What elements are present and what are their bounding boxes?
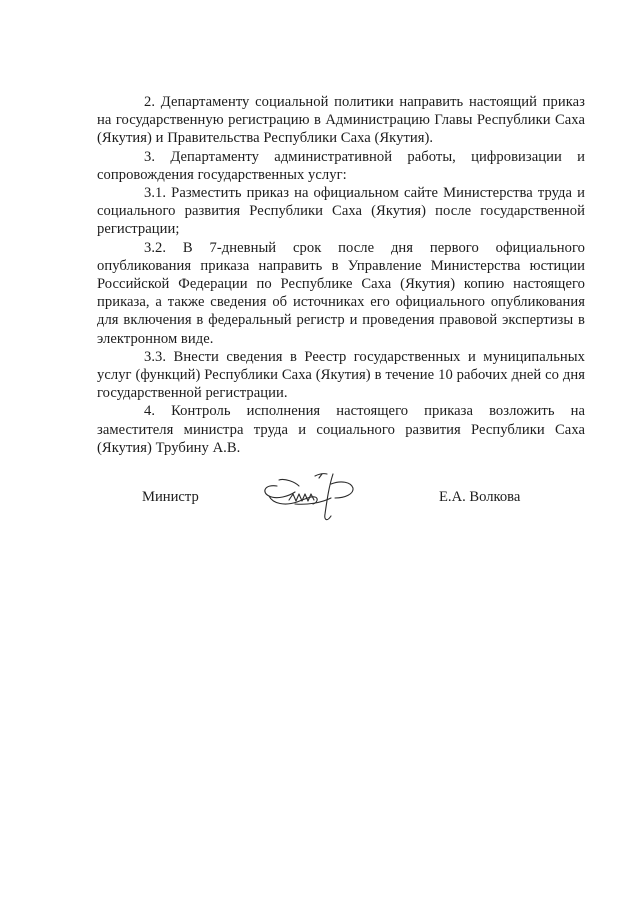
paragraph-3-3-registry: 3.3. Внести сведения в Реестр государственных и муниципальных услуг (функций) Республики Саха (Якутия) в течение 10 рабочих дней со дня государственной регистрации. — [97, 348, 585, 402]
handwritten-signature — [255, 470, 373, 526]
paragraph-3-admin-department: 3. Департаменту административной работы, цифровизации и сопровождения государственных услуг: — [97, 148, 585, 183]
signature-block — [0, 470, 640, 530]
paragraph-2-registration: 2. Департаменту социальной политики направить настоящий приказ на государственную регистрацию в Администрацию Главы Республики Саха (Якутия) и Правительства Республики Саха (Якутия). — [97, 94, 585, 147]
paragraph-3-2-justice-ministry: 3.2. В 7-дневный срок после дня первого официального опубликования приказа направить в Управление Министерства юстиции Российской Федерации по Республике Саха (Якутия) копию настоящего приказа, а также сведения об источниках его официального опубликования для включения в федеральный регистр и проведения правовой экспертизы в электронном виде. — [97, 239, 585, 347]
signatory-title: Министр — [142, 489, 199, 505]
document-body — [97, 93, 585, 457]
paragraph-3-1-publish-site: 3.1. Разместить приказ на официальном сайте Министерства труда и социального развития Республики Саха (Якутия) после государственной регистрации; — [97, 185, 585, 238]
signatory-name: Е.А. Волкова — [439, 489, 521, 505]
paragraph-4-control: 4. Контроль исполнения настоящего приказа возложить на заместителя министра труда и социального развития Республики Саха (Якутия) Трубину А.В. — [97, 403, 585, 456]
